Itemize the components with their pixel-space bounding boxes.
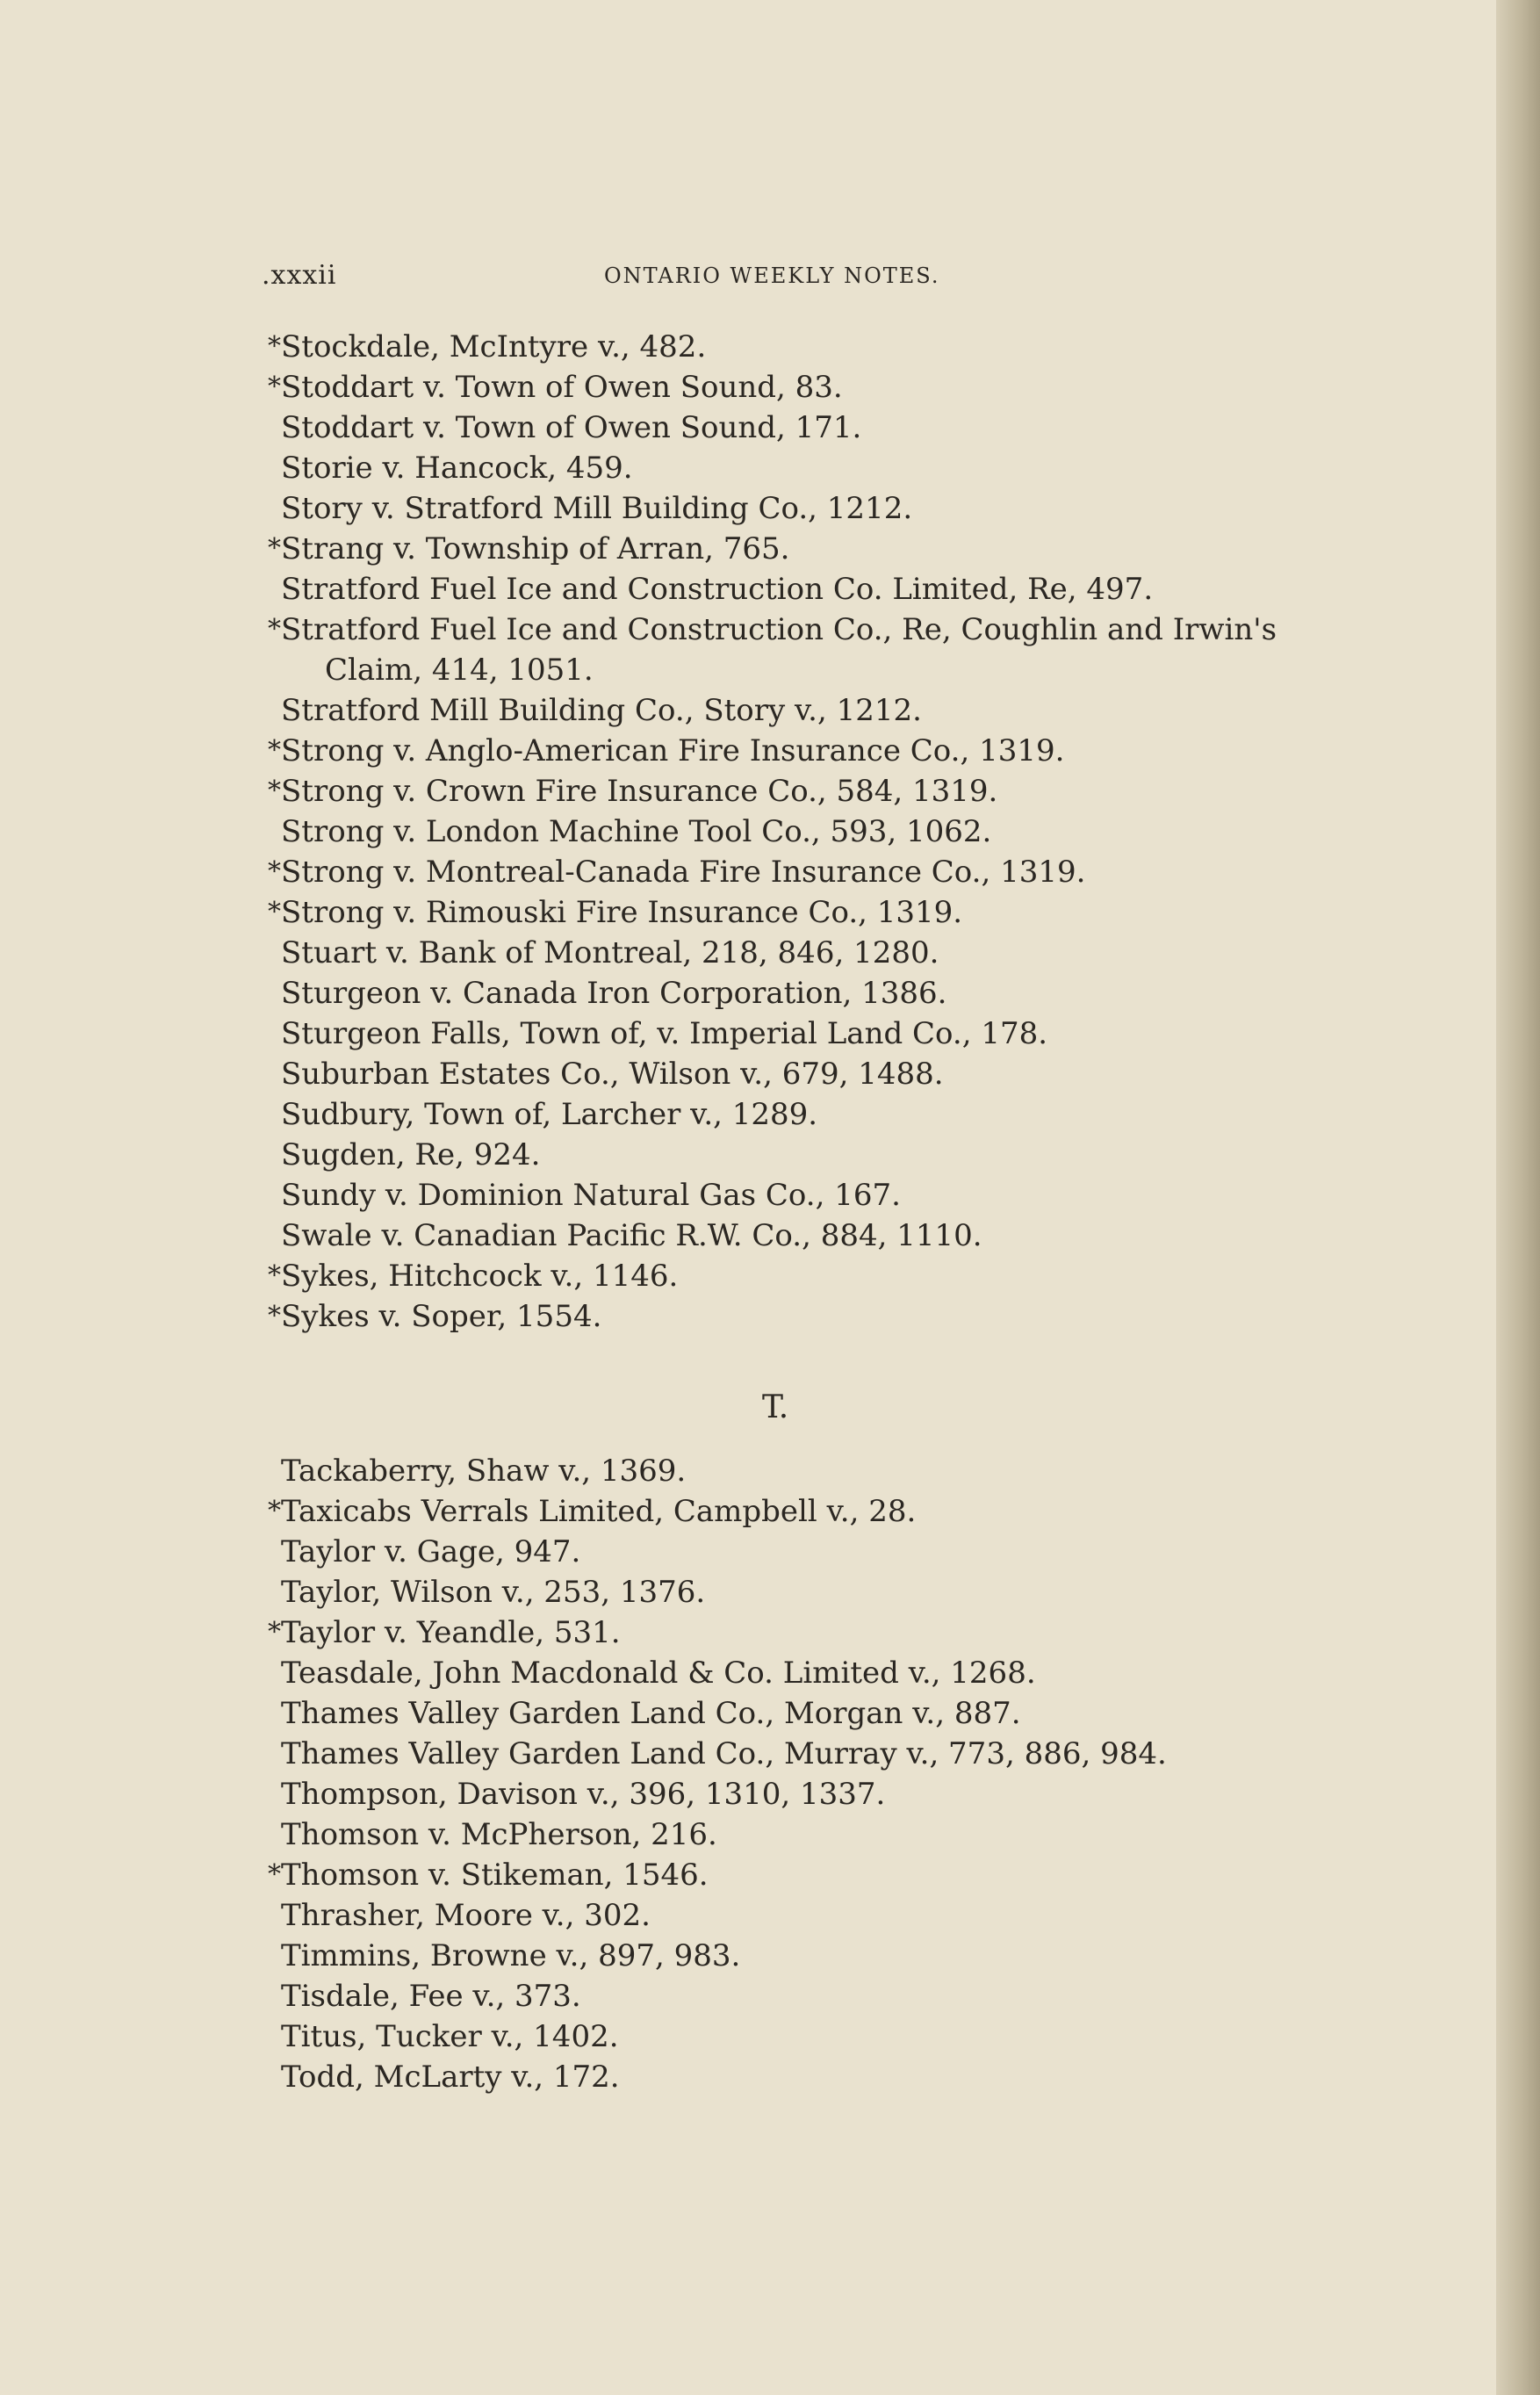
index-entry [262, 2016, 1315, 2057]
entry-marker: * [268, 735, 281, 766]
entry-text: Stratford Mill Building Co., Story v., 1212. [281, 693, 922, 728]
entry-marker: * [268, 1301, 281, 1331]
index-entry [262, 327, 1315, 367]
entry-text: Thompson, Davison v., 396, 1310, 1337. [281, 1777, 886, 1812]
index-entry [262, 771, 1315, 812]
index-entry [262, 1256, 1315, 1296]
index-entry [262, 448, 1315, 488]
entry-text: Swale v. Canadian Pacific R.W. Co., 884, 1110. [281, 1218, 982, 1253]
entry-text: Sturgeon Falls, Town of, v. Imperial Land Co., 178. [281, 1016, 1048, 1051]
entry-text: Sudbury, Town of, Larcher v., 1289. [281, 1097, 818, 1132]
index-entry [262, 1693, 1315, 1734]
page-number: .xxxii [262, 260, 337, 291]
index-entry [262, 529, 1315, 569]
entry-marker: * [268, 1617, 281, 1648]
entry-text: Todd, McLarty v., 172. [281, 2060, 620, 2095]
entry-marker: * [268, 897, 281, 927]
entry-marker: * [268, 331, 281, 362]
index-entry [262, 1774, 1315, 1814]
index-entry [262, 610, 1317, 690]
entry-text: Sugden, Re, 924. [281, 1137, 541, 1172]
index-entry [262, 1054, 1315, 1094]
entry-marker: * [268, 775, 281, 806]
entry-text: Thomson v. McPherson, 216. [281, 1817, 717, 1852]
entry-text: Thrasher, Moore v., 302. [281, 1898, 651, 1933]
index-entry [262, 1855, 1315, 1895]
index-entry [262, 1135, 1315, 1175]
entry-text: Taxicabs Verrals Limited, Campbell v., 28. [281, 1494, 917, 1529]
entry-text: Strong v. Rimouski Fire Insurance Co., 1319. [281, 895, 963, 930]
entry-text: Sturgeon v. Canada Iron Corporation, 1386. [281, 976, 947, 1011]
page-spine-shadow [1496, 0, 1540, 2395]
index-entry [262, 488, 1315, 529]
index-entry [262, 1296, 1315, 1337]
entry-text: Timmins, Browne v., 897, 983. [281, 1938, 741, 1973]
index-entry [262, 1216, 1315, 1256]
entry-text: Tackaberry, Shaw v., 1369. [281, 1454, 687, 1489]
index-entry [262, 1976, 1315, 2016]
index-entry [262, 852, 1315, 892]
index-entry [262, 569, 1315, 610]
index-entry [262, 1653, 1315, 1693]
entry-marker: * [268, 1260, 281, 1291]
index-entry [262, 1491, 1315, 1532]
entry-text: Titus, Tucker v., 1402. [281, 2019, 619, 2054]
entry-text: Stoddart v. Town of Owen Sound, 171. [281, 410, 862, 445]
index-entry [262, 1175, 1315, 1216]
entry-marker: * [268, 1859, 281, 1890]
index-entry [262, 973, 1315, 1014]
index-entry [262, 933, 1315, 973]
index-entry [262, 367, 1315, 408]
index-entry [262, 408, 1315, 448]
index-entry [262, 812, 1315, 852]
entry-marker: * [268, 614, 281, 645]
entry-text: Stuart v. Bank of Montreal, 218, 846, 1280. [281, 935, 939, 970]
entry-text: Strong v. Montreal-Canada Fire Insurance Co., 1319. [281, 855, 1086, 890]
entry-marker: * [268, 533, 281, 564]
page-header [262, 260, 1306, 295]
entry-text: Thames Valley Garden Land Co., Morgan v., 887. [281, 1696, 1021, 1731]
entry-text: Strang v. Township of Arran, 765. [281, 531, 790, 566]
entry-text: Sykes v. Soper, 1554. [281, 1299, 602, 1334]
index-section-t [262, 1451, 1315, 2097]
entry-text: Taylor v. Yeandle, 531. [281, 1615, 621, 1650]
index-entry [262, 1572, 1315, 1612]
entry-text: Taylor v. Gage, 947. [281, 1534, 581, 1569]
index-entry [262, 1612, 1315, 1653]
entry-text: Storie v. Hancock, 459. [281, 451, 633, 486]
entry-text: Thames Valley Garden Land Co., Murray v., 773, 886, 984. [281, 1736, 1167, 1771]
index-entry [262, 892, 1315, 933]
index-entry [262, 1532, 1315, 1572]
index-entry [262, 1936, 1315, 1976]
entry-text: Sundy v. Dominion Natural Gas Co., 167. [281, 1178, 901, 1213]
index-section-s [262, 327, 1315, 1337]
index-entry [262, 2057, 1315, 2097]
section-letter: T. [762, 1389, 789, 1425]
entry-text: Stockdale, McIntyre v., 482. [281, 329, 707, 364]
index-entry [262, 690, 1315, 731]
index-entry [262, 731, 1315, 771]
entry-marker: * [268, 856, 281, 887]
entry-text: Story v. Stratford Mill Building Co., 1212. [281, 491, 913, 526]
index-entry [262, 1014, 1315, 1054]
index-entry [262, 1895, 1315, 1936]
index-entry [262, 1094, 1315, 1135]
entry-text: Suburban Estates Co., Wilson v., 679, 1488. [281, 1057, 944, 1092]
entry-text: Stoddart v. Town of Owen Sound, 83. [281, 370, 843, 405]
entry-text: Thomson v. Stikeman, 1546. [281, 1858, 709, 1893]
entry-text: Strong v. Crown Fire Insurance Co., 584, 1319. [281, 774, 998, 809]
entry-text: Sykes, Hitchcock v., 1146. [281, 1259, 679, 1294]
entry-text: Strong v. London Machine Tool Co., 593, 1062. [281, 814, 992, 849]
entry-text: Teasdale, John Macdonald & Co. Limited v., 1268. [281, 1656, 1036, 1691]
running-title: ONTARIO WEEKLY NOTES. [604, 263, 940, 288]
index-entry [262, 1451, 1315, 1491]
entry-text: Stratford Fuel Ice and Construction Co., Re, Coughlin and Irwin's Claim, 414, 1051. [281, 612, 1277, 688]
entry-text: Strong v. Anglo-American Fire Insurance Co., 1319. [281, 733, 1065, 768]
entry-marker: * [268, 1496, 281, 1526]
entry-text: Tisdale, Fee v., 373. [281, 1979, 581, 2014]
entry-marker: * [268, 372, 281, 402]
entry-text: Taylor, Wilson v., 253, 1376. [281, 1575, 706, 1610]
index-entry [262, 1734, 1315, 1774]
entry-text: Stratford Fuel Ice and Construction Co. Limited, Re, 497. [281, 572, 1154, 607]
index-entry [262, 1814, 1315, 1855]
